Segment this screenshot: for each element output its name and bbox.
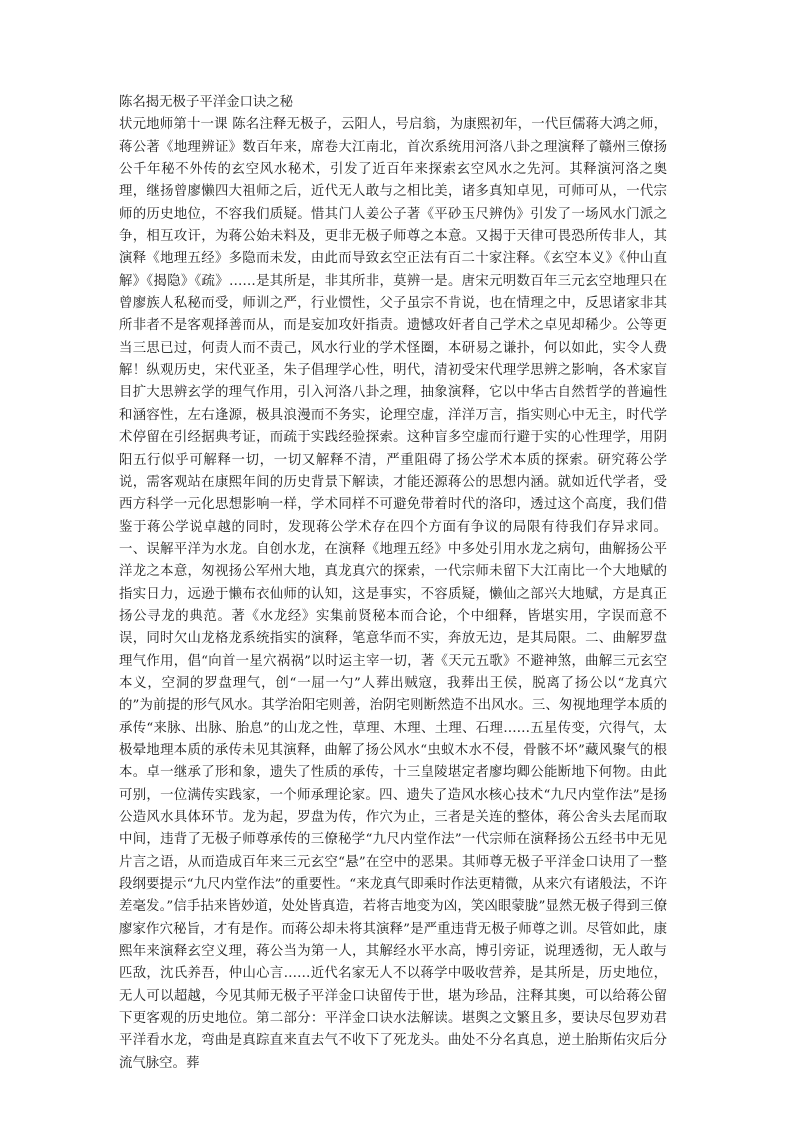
document-body: 状元地师第十一课 陈名注释无极子，云阳人，号启翁，为康熙初年，一代巨儒蒋大鸿之师，蒋公著《地理辨证》数百年来，席卷大江南北，首次系统用河洛八卦之理演释了赣州三僚扬公千年秘不外传的玄空风水秘术，引发了近百年来探索玄空风水之先河。其释演河洛之奥理，继扬曾廖懒四大祖师之后，近代无人敢与之相比美，诸多真知卓见，可师可从，一代宗师的历史地位，不容我们质疑。惜其门人姜公子著《平砂玉尺辨伪》引发了一场风水门派之争，相互攻讦，为蒋公始未料及，更非无极子师尊之本意。又揭于天律可畏恐所传非人，其演释《地理五经》多隐而未发，由此而导致玄空正法有百二十家注释。《玄空本义》《仲山直解》《揭隐》《疏》……是其所是，非其所非，莫辨一是。唐宋元明数百年三元玄空地理只在曾廖族人私秘而受，师训之严，行业惯性，父子虽宗不肯说，也在情理之中，反思诸家非其所非者不是客观择善而从，而是妄加攻奸指责。遗憾攻奸者自己学术之卓见却稀少。公等更当三思已过，何责人而不责己，风水行业的学术怪圈，本研易之谦扑，何以如此，实令人费解！纵观历史，宋代亚圣，朱子倡理学心性，明代，清初受宋代理学思辨之影响，各术家盲目扩大思辨玄学的理气作用，引入河洛八卦之理，抽象演释，它以中华古自然哲学的普遍性和涵容性，左右逢源，极具浪漫而不务实，论理空虚，洋洋万言，指实则心中无主，时代学术停留在引经据典考证，而疏于实践经验探索。这种盲多空虚而行避于实的心性理学，用阴阳五行似乎可解释一切，一切又解释不清，严重阻碍了扬公学术本质的探索。研究蒋公学说，需客观站在康熙年间的历史背景下解读，才能还源蒋公的思想内涵。就如近代学者，受西方科学一元化思想影响一样，学术同样不可避免带着时代的洛印，透过这个高度，我们借鉴于蒋公学说卓越的同时，发现蒋公学术存在四个方面有争议的局限有待我们存异求同。一、误解平洋为水龙。自创水龙，在演释《地理五经》中多处引用水龙之病句，曲解扬公平洋龙之本意，匆视扬公军州大地，真龙真穴的探索，一代宗师未留下大江南比一个大地赋的指实日力，远逊于懒布衣仙师的认知，这是事实，不容质疑，懒仙之部兴大地赋，方是真正扬公寻龙的典范。著《水龙经》实集前贤秘本而合论，个中细释，皆堪实用，字误而意不误，同时欠山龙格龙系统指实的演释，笔意华而不实，奔放无边，是其局限。二、曲解罗盘理气作用，倡“向首一星穴祸祸”以时运主宰一切，著《天元五歌》不避神煞，曲解三元玄空本义，空洞的罗盘理气，创“一屈一勺”人葬出贼寇，我葬出王侯，脱离了扬公以“龙真穴的”为前提的形气风水。其学治阳宅则善，治阴宅则断然造不出风水。三、匆视地理学本质的承传“来脉、出脉、胎息”的山龙之性，草理、木理、土理、石理……五星传变，穴得气，太极晕地理本质的承传未见其演释，曲解了扬公风水“虫蚁木水不侵，骨骸不坏”藏风聚气的根本。卓一继承了形和象，遗失了性质的承传，十三皇陵堪定者廖均卿公能断地下何物。由此可别，一位满传实践家，一个师承理论家。四、遗失了造风水核心技术“九尺内堂作法”是扬公造风水具体环节。龙为起，罗盘为传，作穴为止，三者是关连的整体，蒋公舍头去尾而取中间，违背了无极子师尊承传的三僚秘学“九尺内堂作法”一代宗师在演释扬公五经书中无见片言之语，从而造成百年来三元玄空“悬”在空中的恶果。其师尊无极子平洋金口诀用了一整段纲要提示“九尺内堂作法”的重要性。“来龙真气即乘时作法更精微，从来穴有诸般法，不许差毫发。”信手拈来皆妙道，处处皆真造，若将吉地变为凶，笑凶眼蒙胧”显然无极子得到三僚廖家作穴秘旨，才有是作。而蒋公却未将其演释”是严重违背无极子师尊之训。尽管如此，康熙年来演释玄空义理，蒋公当为第一人，其解经水平水高，博引旁证，说理透彻，无人敢与匹敌，沈氏养吾，仲山心言……近代名家无人不以蒋学中吸收营养，是其所是，历史地位，无人可以超越，今见其师无极子平洋金口诀留传于世，堪为珍品，注释其奥，可以给蒋公留下更客观的历史地位。第二部分：平洋金口诀水法解读。堪舆之文繁且多，要诀尽包罗劝君平洋看水龙，弯曲是真踪直来直去气不收下了死龙头。曲处不分名真息，逆土胎斯佑灾后分流气脉空。葬 [119, 117, 667, 1071]
document-content [119, 92, 667, 1075]
document-title: 陈名揭无极子平洋金口诀之秘 [119, 95, 294, 110]
